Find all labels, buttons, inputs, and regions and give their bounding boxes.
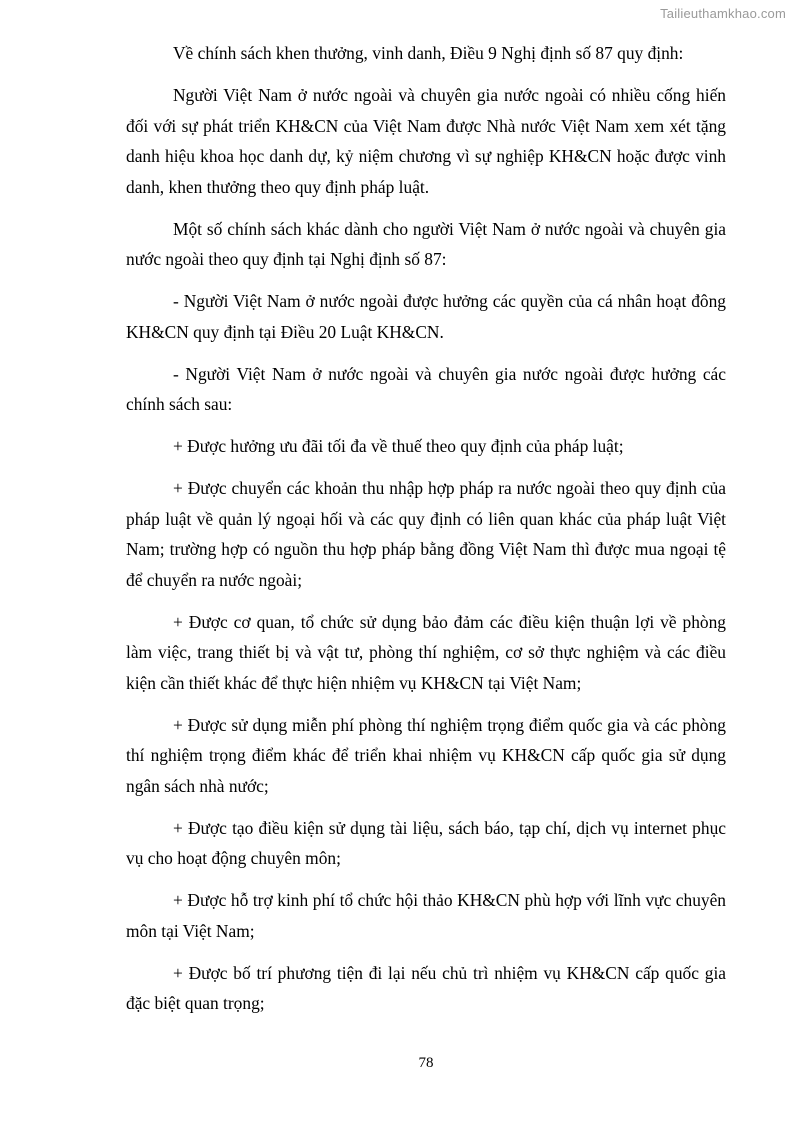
page-number: 78 bbox=[418, 1055, 434, 1071]
paragraph: + Được hưởng ưu đãi tối đa về thuế theo quy định của pháp luật; bbox=[173, 436, 624, 456]
paragraph: - Người Việt Nam ở nước ngoài được hưởng các quyền của cá nhân hoạt đông KH&CN quy định tại Điều 20 Luật KH&CN. bbox=[126, 291, 726, 342]
paragraph: + Được cơ quan, tổ chức sử dụng bảo đảm các điều kiện thuận lợi về phòng làm việc, trang thiết bị và vật tư, phòng thí nghiệm, cơ sở thực nghiệm và các điều kiện cần thiết khác để thực hiện nhiệm vụ KH&CN tại Việt Nam; bbox=[126, 611, 726, 693]
paragraph: + Được chuyển các khoản thu nhập hợp pháp ra nước ngoài theo quy định của pháp luật về quản lý ngoại hối và các quy định có liên quan khác của pháp luật Việt Nam; trường hợp có nguồn thu hợp pháp bằng đồng Việt Nam thì được mua ngoại tệ để chuyển ra nước ngoài; bbox=[126, 478, 726, 590]
paragraph: + Được hỗ trợ kinh phí tổ chức hội thảo KH&CN phù hợp với lĩnh vực chuyên môn tại Việt Nam; bbox=[126, 890, 726, 941]
paragraph: Người Việt Nam ở nước ngoài và chuyên gia nước ngoài có nhiều cống hiến đối với sự phát triển KH&CN của Việt Nam được Nhà nước Việt Nam xem xét tặng danh hiệu khoa học danh dự, kỷ niệm chương vì sự nghiệp KH&CN hoặc được vinh danh, khen thưởng theo quy định pháp luật. bbox=[126, 85, 726, 197]
body-text bbox=[126, 38, 726, 1030]
watermark-text: Tailieuthamkhao.com bbox=[660, 6, 786, 21]
paragraph: Một số chính sách khác dành cho người Việt Nam ở nước ngoài và chuyên gia nước ngoài theo quy định tại Nghị định số 87: bbox=[126, 218, 726, 269]
paragraph: - Người Việt Nam ở nước ngoài và chuyên gia nước ngoài được hưởng các chính sách sau: bbox=[126, 363, 726, 414]
paragraph: + Được bố trí phương tiện đi lại nếu chủ trì nhiệm vụ KH&CN cấp quốc gia đặc biệt quan trọng; bbox=[126, 962, 726, 1013]
paragraph: + Được sử dụng miễn phí phòng thí nghiệm trọng điểm quốc gia và các phòng thí nghiệm trọng điểm khác để triển khai nhiệm vụ KH&CN cấp quốc gia sử dụng ngân sách nhà nước; bbox=[126, 714, 726, 796]
paragraph: Về chính sách khen thưởng, vinh danh, Điều 9 Nghị định số 87 quy định: bbox=[173, 43, 684, 63]
paragraph: + Được tạo điều kiện sử dụng tài liệu, sách báo, tạp chí, dịch vụ internet phục vụ cho hoạt động chuyên môn; bbox=[126, 817, 726, 868]
